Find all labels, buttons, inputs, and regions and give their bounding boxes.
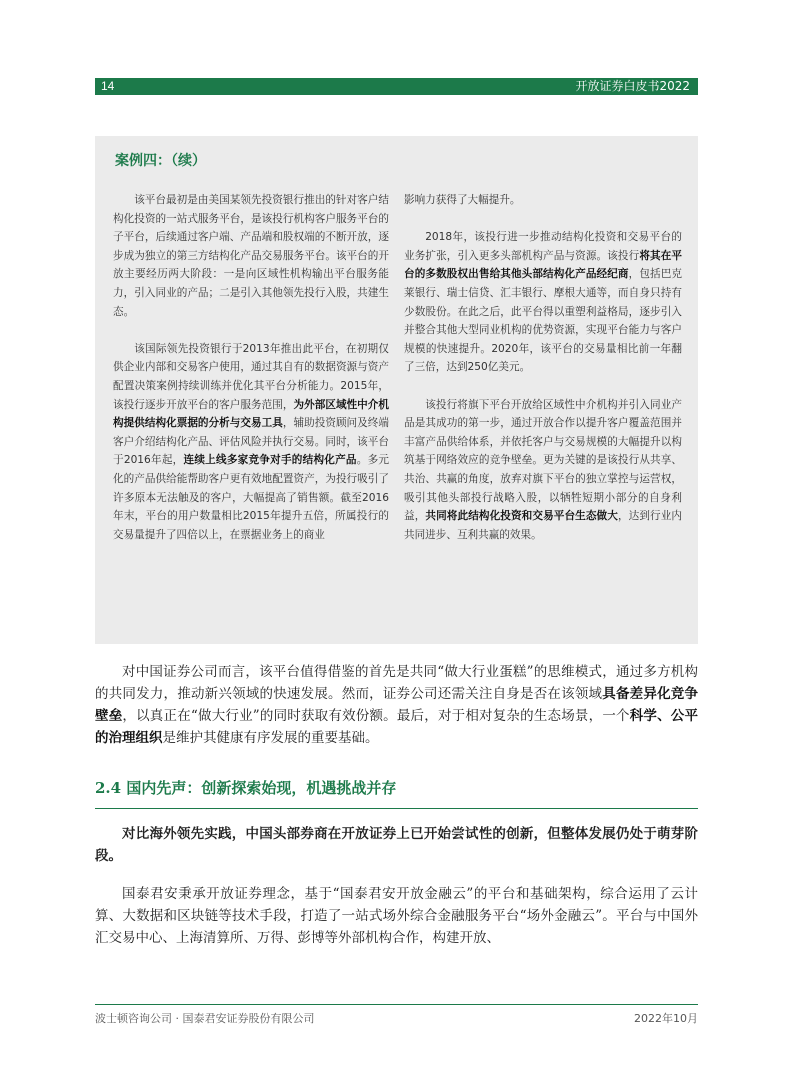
text-run: 该国际领先投资银行于2013年推出此平台，在初期仅供企业内部和交易客户使用，通过其自有的数据资源与资产配置决策案例持续训练并优化其平台分析能力。2015年，该投行逐步开放平台的客户服务范围，: [113, 342, 389, 411]
text-run: ，包括巴克莱银行、瑞士信贷、汇丰银行、摩根大通等，而自身只持有少数股份。在此之后，此平台得以重塑利益格局，逐步引入并整合其他大型同业机构的优势资源，实现平台能力与客户规模的快速提升。2020年，该平台的交易量相比前一年翻了三倍，达到250亿美元。: [404, 268, 683, 374]
bold-run: 为外部区域性中介机构提供结构化票据的分析与交易工具: [113, 398, 390, 430]
case-left-column: [113, 191, 389, 563]
case-left-paragraph-1: 该平台最初是由美国某领先投资银行推出的针对客户结构化投资的一站式服务平台，是该投行机构客户服务平台的子平台，后续通过客户端、产品端和股权端的不断开放，逐步成为独立的第三方结构化产品交易服务平台。该平台的开放主要经历两大阶段：一是向区域性机构输出平台服务能力，引入同业的产品；二是引入其他领先投行入股，共建生态。: [113, 194, 389, 318]
paragraph: [95, 661, 698, 749]
case-right-paragraph-1: [404, 228, 682, 377]
case-right-column: [404, 191, 682, 563]
text-run: 2018年，该投行进一步推动结构化投资和交易平台的业务扩张，引入更多头部机构产品与资源。该投行: [404, 231, 682, 262]
bold-run: 将其在平台的多数股权出售给其他头部结构化产品经纪商: [404, 249, 683, 281]
text-run: 对中国证券公司而言，该平台值得借鉴的首先是共同“做大行业蛋糕”的思维模式，通过多方机构的共同发力，推动新兴领域的快速发展。然而，证券公司还需关注自身是否在该领域: [95, 664, 698, 702]
bold-run: 具备差异化竞争壁垒: [95, 686, 699, 724]
text-run: 该投行将旗下平台开放给区域性中介机构并引入同业产品是其成功的第一步，通过开放合作以提升客户覆盖范围并丰富产品供给体系，并依托客户与交易规模的大幅提升以构筑基于网络效应的竞争壁垒。更为关键的是该投行从共享、共治、共赢的角度，放弃对旗下平台的独立掌控与运营权，吸引其他头部投行战略入股，以牺牲短期小部分的自身利益，: [404, 398, 682, 523]
text-run: 。多元化的产品供给能帮助客户更有效地配置资产，为投行吸引了许多原本无法触及的客户，大幅提高了销售额。截至2016年末，平台的用户数量相比2015年提升五倍，所属投行的交易量提升了四倍以上，在票据业务上的商业: [113, 454, 390, 541]
document-title: 开放证券白皮书2022: [575, 79, 690, 93]
text-run: ，辅助投资顾问及终端客户介绍结构化产品、评估风险并执行交易。同时，该平台于2016年起，: [113, 417, 389, 467]
bold-run: 连续上线多家竞争对手的结构化产品: [183, 454, 357, 467]
case-left-paragraph-2: [113, 340, 389, 545]
footer-date: 2022年10月: [634, 1012, 698, 1025]
body-paragraph-1: [95, 661, 698, 749]
footer-organizations: 波士顿咨询公司 · 国泰君安证券股份有限公司: [95, 1012, 315, 1025]
case-study-title: 案例四：（续）: [115, 153, 206, 169]
case-study-box: [95, 136, 698, 644]
footer-divider: [95, 1004, 698, 1005]
body-paragraph-3: [95, 883, 698, 949]
text-run: ，以真正在“做大行业”的同时获取有效份额。最后，对于相对复杂的生态场景，一个: [122, 708, 630, 724]
bold-run: 共同将此结构化投资和交易平台生态做大: [425, 510, 618, 523]
body-paragraph-2: [95, 823, 698, 867]
text-run: ，达到行业内共同进步、互利共赢的效果。: [404, 510, 683, 541]
paragraph: 对比海外领先实践，中国头部券商在开放证券上已开始尝试性的创新，但整体发展仍处于萌芽阶段。: [95, 826, 698, 864]
case-right-paragraph-2: [404, 396, 682, 545]
bold-run: 科学、公平的治理组织: [95, 708, 699, 746]
section-heading: 2.4 国内先声：创新探索始现，机遇挑战并存: [95, 779, 397, 797]
page-number: 14: [101, 79, 115, 93]
case-right-continuation: 影响力获得了大幅提升。: [404, 194, 521, 206]
paragraph: 国泰君安秉承开放证券理念，基于“国泰君安开放金融云”的平台和基础架构，综合运用了云计算、大数据和区块链等技术手段，打造了一站式场外综合金融服务平台“场外金融云”。平台与中国外汇交易中心、上海清算所、万得、彭博等外部机构合作，构建开放、: [95, 886, 698, 946]
text-run: 是维护其健康有序发展的重要基础。: [162, 730, 379, 746]
section-divider: [95, 808, 698, 809]
header-bar: [95, 78, 698, 95]
